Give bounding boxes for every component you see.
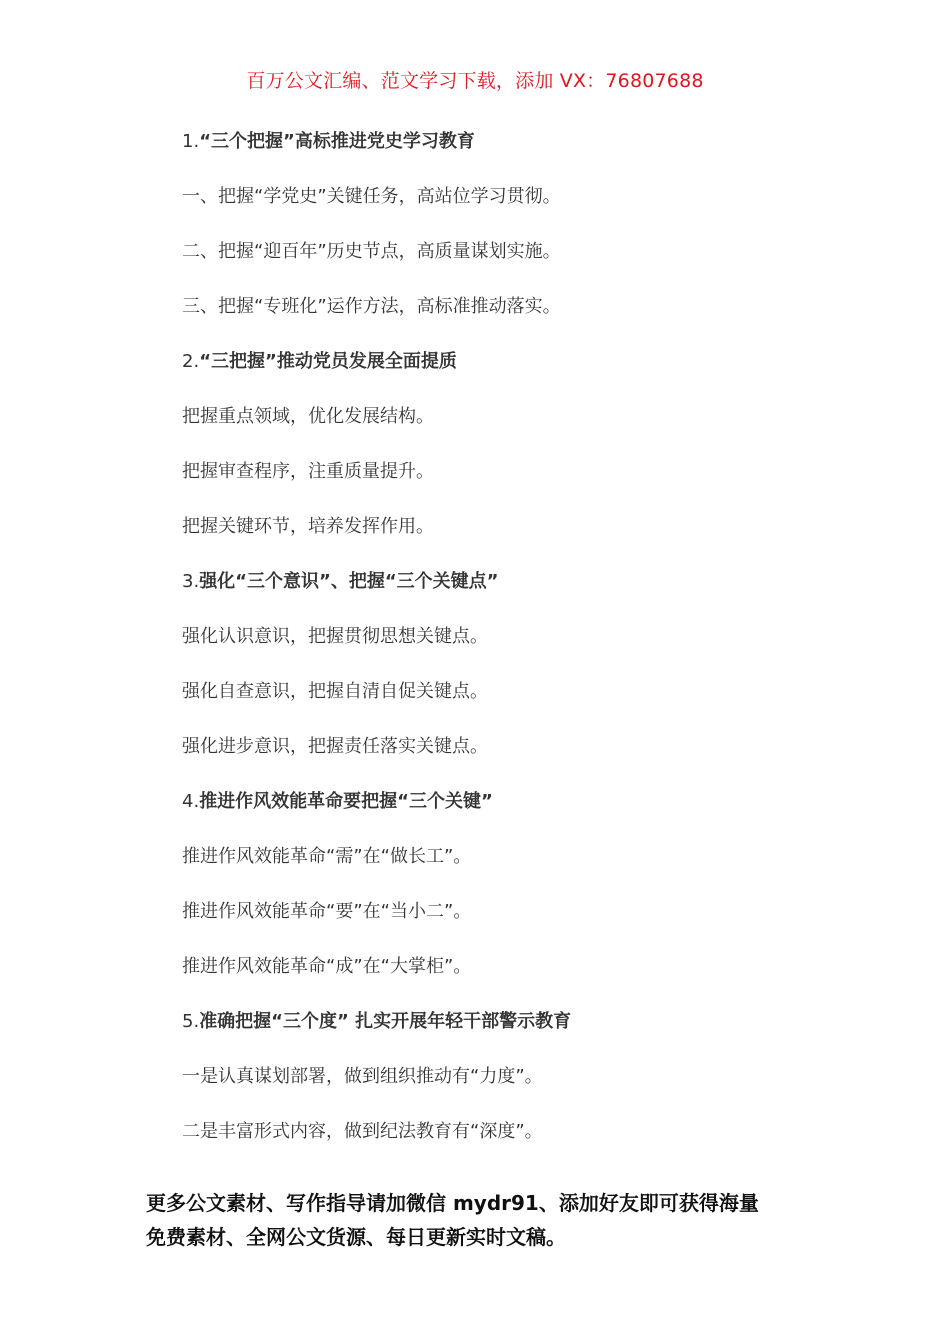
list-item: 把握关键环节，培养发挥作用。 bbox=[182, 516, 434, 537]
section-heading-1 bbox=[182, 127, 822, 182]
footer-line-2: 免费素材、全网公文货源、每日更新实时文稿。 bbox=[146, 1225, 566, 1249]
section-title: 强化“三个意识”、把握“三个关键点” bbox=[199, 571, 499, 592]
section-title: “三把握”推动党员发展全面提质 bbox=[199, 351, 457, 372]
list-item: 强化进步意识，把握责任落实关键点。 bbox=[182, 736, 488, 757]
list-item: 推进作风效能革命“需”在“做长工”。 bbox=[182, 846, 472, 867]
list-item: 把握重点领域，优化发展结构。 bbox=[182, 406, 434, 427]
list-item: 把握审查程序，注重质量提升。 bbox=[182, 461, 434, 482]
section-heading-3 bbox=[182, 567, 822, 622]
section-heading-2 bbox=[182, 347, 822, 402]
list-item: 二是丰富形式内容，做到纪法教育有“深度”。 bbox=[182, 1121, 543, 1142]
section-number: 4. bbox=[182, 791, 200, 812]
footer-note bbox=[146, 1186, 826, 1254]
footer-line-1: 更多公文素材、写作指导请加微信 mydr91、添加好友即可获得海量 bbox=[146, 1191, 759, 1215]
list-item: 二、把握“迎百年”历史节点，高质量谋划实施。 bbox=[182, 241, 561, 262]
section-number: 3. bbox=[182, 571, 200, 592]
header-banner: 百万公文汇编、范文学习下载，添加 VX：76807688 bbox=[246, 70, 704, 92]
section-title: 准确把握“三个度” 扎实开展年轻干部警示教育 bbox=[199, 1011, 572, 1032]
list-item: 强化自查意识，把握自清自促关键点。 bbox=[182, 681, 488, 702]
list-item: 推进作风效能革命“成”在“大掌柜”。 bbox=[182, 956, 472, 977]
list-item: 一是认真谋划部署，做到组织推动有“力度”。 bbox=[182, 1066, 543, 1087]
section-title: “三个把握”高标推进党史学习教育 bbox=[199, 131, 475, 152]
section-number: 1. bbox=[182, 131, 200, 152]
list-item: 推进作风效能革命“要”在“当小二”。 bbox=[182, 901, 472, 922]
section-number: 5. bbox=[182, 1011, 200, 1032]
section-number: 2. bbox=[182, 351, 200, 372]
section-heading-5 bbox=[182, 1007, 822, 1062]
list-item: 强化认识意识，把握贯彻思想关键点。 bbox=[182, 626, 488, 647]
list-item: 三、把握“专班化”运作方法，高标准推动落实。 bbox=[182, 296, 561, 317]
section-heading-4 bbox=[182, 787, 822, 842]
section-title: 推进作风效能革命要把握“三个关键” bbox=[199, 791, 493, 812]
document-body bbox=[182, 127, 822, 1172]
list-item: 一、把握“学党史”关键任务，高站位学习贯彻。 bbox=[182, 186, 561, 207]
